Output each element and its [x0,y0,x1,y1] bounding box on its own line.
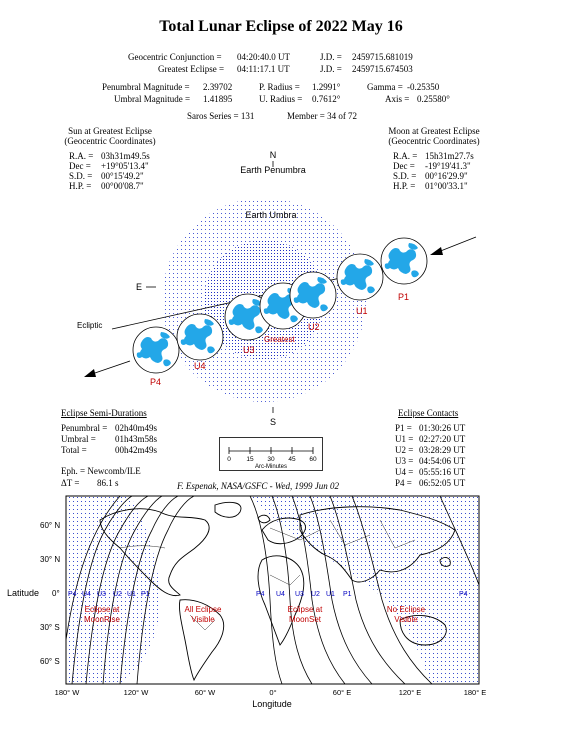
region-moonrise-line2: MoonRise [83,615,121,624]
contact-u4-label: U4 [194,361,206,371]
lon-tick-120w: 120° W [123,688,149,697]
moon-p1 [381,238,427,284]
visibility-map [0,488,562,731]
moon-path-arrowhead-out [84,369,96,377]
west-curve-p1: P1 [141,591,150,598]
east-curve-p4: P4 [256,591,265,598]
latitude-axis-label: Latitude [7,588,40,598]
gamma-label: Gamma = [367,82,403,92]
axis: 0.25580° [417,94,450,104]
west-curve-u2: U2 [113,591,122,598]
penumbra-label: Earth Penumbra [240,165,306,175]
semi-pen-label: Penumbral = [61,423,108,433]
lat-tick-60n: 60° N [40,521,61,530]
scale-tick-30: 30 [267,456,275,463]
greatest-jd: 2459715.674503 [352,64,413,74]
sun-sd: 00°15'49.2" [101,171,144,181]
moon-subheading: (Geocentric Coordinates) [388,136,480,146]
moon-ra: 15h31m27.7s [425,151,474,161]
moon-dec: -19°19'41.3" [425,161,471,171]
p-radius-label: P. Radius = [259,82,300,92]
pen-mag-label: Penumbral Magnitude = [102,82,190,92]
greatest-label: Greatest Eclipse = [158,64,225,74]
sun-subheading: (Geocentric Coordinates) [64,136,156,146]
contact-p4-label: P4 [150,377,162,387]
contact-greatest-label: Greatest [264,335,295,344]
lat-tick-0: 0° [52,589,60,598]
lon-tick-60w: 60° W [194,688,216,697]
moon-sd: 00°16'29.9" [425,171,468,181]
east-curve-u1: U1 [326,591,335,598]
arc-minute-scale [219,437,323,471]
p-radius: 1.2991° [312,82,341,92]
region-all-visible-line2: Visible [191,615,215,624]
contact-u2-time: 03:28:29 UT [419,445,466,455]
scale-tick-45: 45 [288,456,296,463]
contact-p1-label: P1 [398,292,410,302]
moon-ra-label: R.A. = [393,151,418,161]
sun-sd-label: S.D. = [69,171,93,181]
sun-heading: Sun at Greatest Eclipse [68,126,152,136]
contacts-heading: Eclipse Contacts [398,408,459,418]
saros-series: Saros Series = 131 [187,111,255,121]
contact-u3-name: U3 = [395,456,414,466]
moon-hp: 01°00'33.1" [425,181,468,191]
east-curve-u4: U4 [276,591,285,598]
moon-hp-label: H.P. = [393,181,416,191]
east-label: E [136,282,143,292]
moon-dec-label: Dec = [393,161,415,171]
lon-tick-60e: 60° E [332,688,352,697]
far-east-curve-p4: P4 [459,591,468,598]
contact-u3-label: U3 [243,345,255,355]
geo-conj-jd-label: J.D. = [320,52,342,62]
eclipse-geometry-diagram [0,140,562,440]
u-radius: 0.7612° [312,94,341,104]
moon-u4 [177,314,223,360]
moon-path-arrowhead-in [430,247,443,255]
region-moonset-line2: MoonSet [288,615,322,624]
geo-conj-label: Geocentric Conjunction = [128,52,222,62]
contact-p4-time: 06:52:05 UT [419,478,466,488]
sun-dec-label: Dec = [69,161,91,171]
semi-durations-heading: Eclipse Semi-Durations [61,408,147,418]
scale-tick-15: 15 [246,456,254,463]
sun-dec: +19°05'13.4" [101,161,149,171]
gamma: -0.25350 [407,82,440,92]
delta-t: 86.1 s [97,478,119,488]
greatest-jd-label: J.D. = [320,64,342,74]
sun-ra-label: R.A. = [69,151,94,161]
contact-p1-time: 01:30:26 UT [419,423,466,433]
east-curve-u2: U2 [311,591,320,598]
moon-sd-label: S.D. = [393,171,417,181]
delta-t-label: ΔT = [61,478,80,488]
lat-tick-30s: 30° S [40,623,60,632]
axis-label: Axis = [385,94,410,104]
west-curve-u3: U3 [97,591,106,598]
semi-total: 00h42m49s [115,445,158,455]
moon-u1 [337,254,383,300]
umb-mag-label: Umbral Magnitude = [114,94,191,104]
moon-path-arrow-in [438,237,476,252]
lat-tick-30n: 30° N [40,555,61,564]
moon-path-arrow-out [92,361,130,374]
ephemeris: Eph. = Newcomb/ILE [61,466,141,476]
region-moonset-line1: Eclipse at [287,605,323,614]
west-curve-p4: P4 [68,591,77,598]
region-moonrise-line1: Eclipse at [84,605,120,614]
contact-p1-name: P1 = [395,423,412,433]
geo-conj-value: 04:20:40.0 UT [237,52,290,62]
region-all-visible-line1: All Eclipse [184,605,222,614]
semi-total-label: Total = [61,445,87,455]
contact-u1-time: 02:27:20 UT [419,434,466,444]
longitude-axis-label: Longitude [252,699,292,709]
west-curve-u1: U1 [127,591,136,598]
east-curve-p1: P1 [343,591,352,598]
moon-u2 [290,272,336,318]
contact-u4-time: 05:55:16 UT [419,467,466,477]
semi-pen: 02h40m49s [115,423,158,433]
contact-u2-name: U2 = [395,445,414,455]
contact-u4-name: U4 = [395,467,414,477]
west-curve-u4: U4 [82,591,91,598]
lon-tick-180w: 180° W [54,688,80,697]
moon-heading: Moon at Greatest Eclipse [388,126,480,136]
page-title: Total Lunar Eclipse of 2022 May 16 [159,18,403,35]
umbra-label: Earth Umbra [245,210,297,220]
sun-hp: 00°00'08.7" [101,181,144,191]
scale-tick-0: 0 [227,456,231,463]
contact-p4-name: P4 = [395,478,412,488]
sun-ra: 03h31m49.5s [101,151,150,161]
contact-u1-label: U1 [356,306,368,316]
region-none-visible-line2: Visible [394,615,418,624]
sun-hp-label: H.P. = [69,181,92,191]
contact-u3-time: 04:54:06 UT [419,456,466,466]
scale-label: Arc-Minutes [254,464,288,470]
north-label: N [269,150,277,160]
umb-mag: 1.41895 [203,94,233,104]
u-radius-label: U. Radius = [259,94,303,104]
semi-umb-label: Umbral = [61,434,96,444]
greatest-value: 04:11:17.1 UT [237,64,290,74]
moon-p4 [133,327,179,373]
south-label: S [269,417,277,427]
lon-tick-120e: 120° E [398,688,422,697]
lon-tick-0: 0° [269,688,277,697]
saros-member: Member = 34 of 72 [287,111,358,121]
contact-u1-name: U1 = [395,434,414,444]
semi-umb: 01h43m58s [115,434,158,444]
credit-line: F. Espenak, NASA/GSFC - Wed, 1999 Jun 02 [177,481,339,491]
east-curve-u3: U3 [295,591,304,598]
scale-tick-60: 60 [309,456,317,463]
pen-mag: 2.39702 [203,82,233,92]
geo-conj-jd: 2459715.681019 [352,52,413,62]
region-none-visible-line1: No Eclipse [386,605,426,614]
lat-tick-60s: 60° S [40,657,60,666]
contact-u2-label: U2 [308,322,320,332]
ecliptic-label: Ecliptic [77,321,103,330]
lon-tick-180e: 180° E [463,688,487,697]
